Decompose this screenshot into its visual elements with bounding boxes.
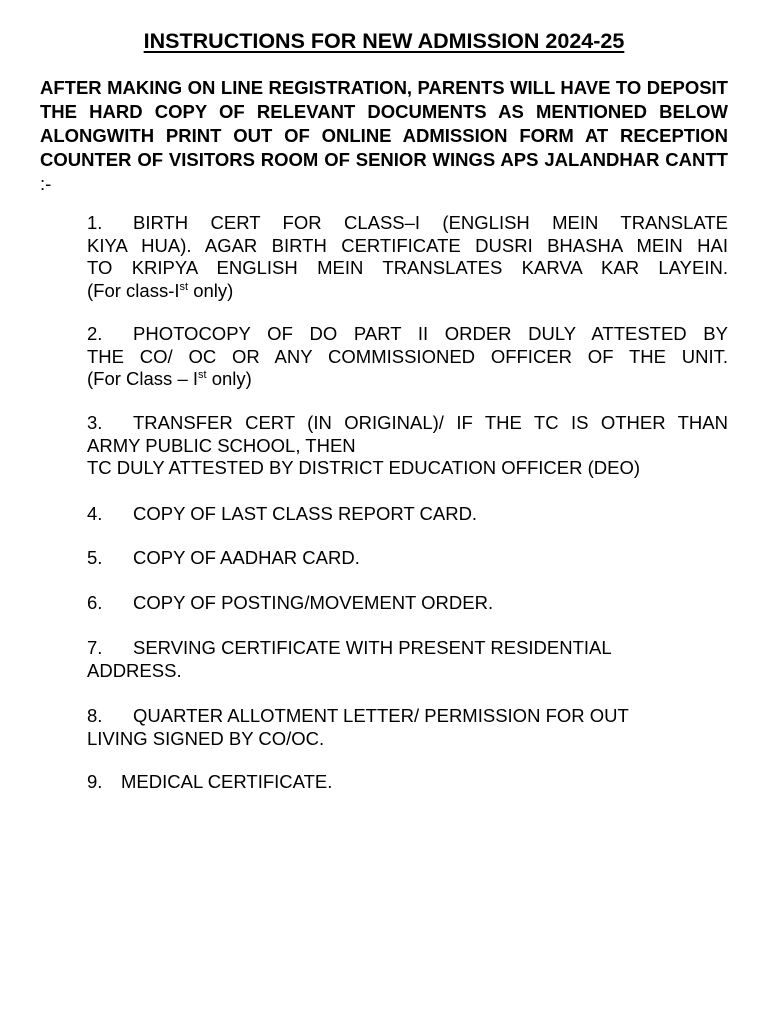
list-item-8 [87, 705, 728, 750]
list-item-4 [87, 503, 728, 526]
list-item-2-note-post: only) [206, 368, 252, 389]
list-item-8-text-2: LIVING SIGNED BY CO/OC. [87, 727, 325, 749]
list-item-5-number: 5. [87, 547, 103, 568]
list-item-2-text-1: PHOTOCOPY OF DO PART II ORDER DULY ATTESTED BY [133, 323, 728, 344]
list-item-9-text-1: MEDICAL CERTIFICATE. [121, 771, 333, 792]
list-item-2-number: 2. [87, 323, 103, 344]
list-item-4-text-1: COPY OF LAST CLASS REPORT CARD. [133, 503, 478, 524]
list-item-9-number: 9. [87, 771, 103, 792]
list-item-4-number: 4. [87, 503, 103, 524]
list-item-1-note [87, 280, 728, 303]
list-item-5-text-1: COPY OF AADHAR CARD. [133, 547, 360, 568]
list-item-1-text-3: TO KRIPYA ENGLISH MEIN TRANSLATES KARVA KAR LAYEIN. [87, 257, 728, 278]
list-item-7-number: 7. [87, 637, 103, 658]
list-item-2-note-sup: st [198, 368, 207, 381]
list-item-3-number: 3. [87, 412, 103, 433]
list-item-1-number: 1. [87, 212, 103, 233]
list-item-1-text-2: KIYA HUA). AGAR BIRTH CERTIFICATE DUSRI BHASHA MEIN HAI [87, 234, 728, 256]
list-item-1-line-1 [87, 212, 728, 235]
list-item-9 [87, 771, 728, 794]
list-item-6-text-1: COPY OF POSTING/MOVEMENT ORDER. [133, 592, 494, 613]
list-item-6 [87, 592, 728, 615]
list-item-2 [87, 323, 728, 391]
list-item-3-text-2: ARMY PUBLIC SCHOOL, THEN [87, 434, 356, 456]
list-item-7 [87, 637, 728, 682]
intro-text: AFTER MAKING ON LINE REGISTRATION, PARENTS WILL HAVE TO DEPOSIT THE HARD COPY OF RELEVANT DOCUMENTS AS MENTIONED BELOW ALONGWITH PRINT OUT OF ONLINE ADMISSION FORM AT RECEPTION COUNTER OF VISITORS ROOM OF SENIOR WINGS APS JALANDHAR CANTT [40, 77, 728, 170]
list-item-3-text-3: TC DULY ATTESTED BY DISTRICT EDUCATION OFFICER (DEO) [87, 457, 640, 478]
list-item-3 [87, 412, 728, 480]
list-item-8-text-1: QUARTER ALLOTMENT LETTER/ PERMISSION FOR OUT [133, 705, 629, 726]
list-item-1-note-post: only) [188, 279, 234, 301]
intro-suffix: :- [40, 173, 52, 194]
list-item-2-text-2: THE CO/ OC OR ANY COMMISSIONED OFFICER OF THE UNIT. [87, 345, 728, 367]
list-item-6-line-1 [87, 592, 728, 615]
list-item-5 [87, 547, 728, 570]
list-item-6-number: 6. [87, 592, 103, 613]
list-item-1 [87, 212, 728, 302]
list-item-2-note-pre: (For Class – I [87, 368, 199, 389]
document-title: INSTRUCTIONS FOR NEW ADMISSION 2024-25 [143, 29, 625, 53]
intro-paragraph [40, 76, 728, 196]
list-item-7-line-1 [87, 637, 728, 660]
list-item-3-line-1 [87, 412, 728, 435]
list-item-7-text-1: SERVING CERTIFICATE WITH PRESENT RESIDENTIAL [133, 637, 612, 658]
list-item-2-note [87, 368, 728, 391]
list-item-7-text-2: ADDRESS. [87, 659, 182, 681]
list-item-5-line-1 [87, 547, 728, 570]
list-item-4-line-1 [87, 503, 728, 526]
list-item-2-line-1 [87, 323, 728, 346]
list-item-8-line-1 [87, 705, 728, 728]
list-item-9-line-1 [87, 771, 728, 794]
list-item-1-text-1: BIRTH CERT FOR CLASS–I (ENGLISH MEIN TRANSLATE [133, 212, 728, 233]
list-item-8-number: 8. [87, 705, 103, 726]
list-item-1-note-pre: (For class-I [87, 279, 180, 301]
list-item-1-note-sup: st [179, 280, 189, 293]
list-item-3-text-1: TRANSFER CERT (IN ORIGINAL)/ IF THE TC IS OTHER THAN [133, 412, 728, 433]
